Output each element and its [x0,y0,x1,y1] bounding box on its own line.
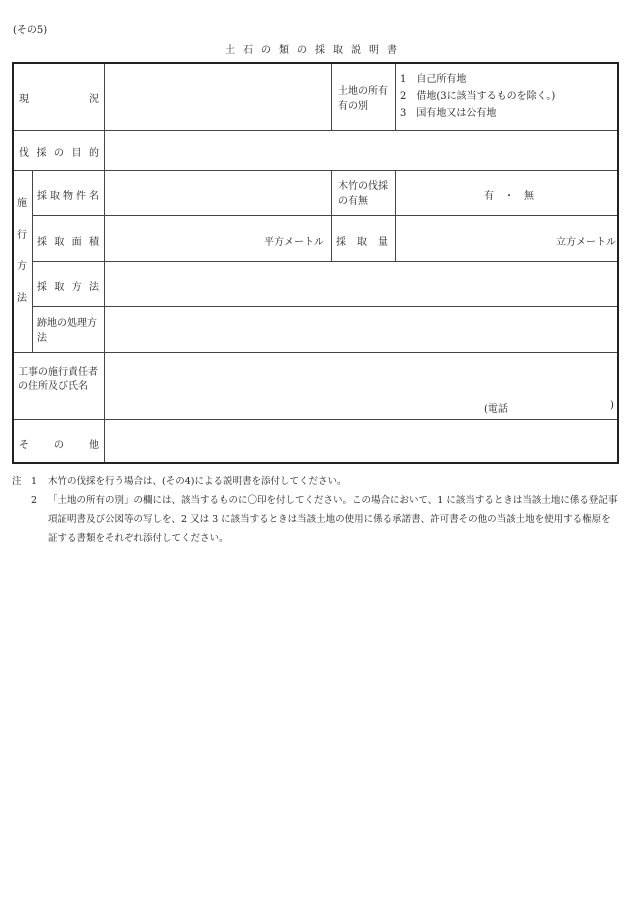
bamboo-yes: 有 [484,191,494,202]
ownership-label: 土地の所有有の別 [338,86,388,112]
phone-open: (電話 [484,404,508,415]
page-title: 土石の類の採取説明書 [225,45,405,56]
form-number: (その5) [13,25,48,36]
form-table [12,62,619,464]
status-label: 現 況 [19,94,99,105]
volume-unit: 立方メートル [556,237,616,248]
ownership-option-own: 1 自己所有地 [400,74,467,85]
ownership-option-lease: 2 借地(3に該当するものを除く。) [400,91,556,102]
note-text: 「土地の所有の別」の欄には、該当するものに〇印を付してください。この場合において、1 に該当するときは当該土地に係る登記事項証明書及び公図等の写しを、2 又は 3 に該当するときは当該土地の使用に係る承諾書、許可書その他の当該土地を使用する権原を証する書類をそれぞれ添付してください。 [48,495,618,544]
row-divider [32,215,617,216]
note-text: 木竹の伐採を行う場合は、(その4)による説明書を添付してください。 [48,476,347,487]
site-treatment-label: 跡地の処理方法 [37,318,97,344]
area-unit: 平方メートル [264,237,324,248]
bamboo-felling-label: 木竹の伐採の有無 [338,181,388,207]
note-item [12,472,620,491]
method-group-label: 施 行 方 法 [17,198,27,304]
row-divider [32,261,617,262]
col-divider [331,170,332,261]
col-divider [104,130,105,462]
col-divider [395,170,396,261]
bamboo-yes-no: 有 ・ 無 [484,187,534,202]
item-name-label: 採 取 物 件 名 [37,191,99,202]
purpose-label: 伐 採 の 目 的 [19,148,99,159]
ownership-option-public: 3 国有地又は公有地 [400,108,497,119]
col-divider [104,64,105,130]
bamboo-no: 無 [524,191,534,202]
col-divider [331,64,332,130]
method-label: 採 取 方 法 [37,282,99,293]
note-number: 2 [12,495,38,506]
col-divider [32,170,33,352]
notes [12,472,620,548]
area-label: 採 取 面 積 [37,237,99,248]
responsible-person-label: 工事の施行責任者の住所及び氏名 [18,367,98,392]
phone-close: ) [610,400,614,411]
other-label: そ の 他 [19,440,99,451]
row-divider [32,306,617,307]
note-item [12,491,620,548]
col-divider [395,64,396,130]
volume-label: 採 取 量 [336,237,388,248]
ownership-options [400,71,555,122]
note-number: 注 1 [12,476,38,487]
